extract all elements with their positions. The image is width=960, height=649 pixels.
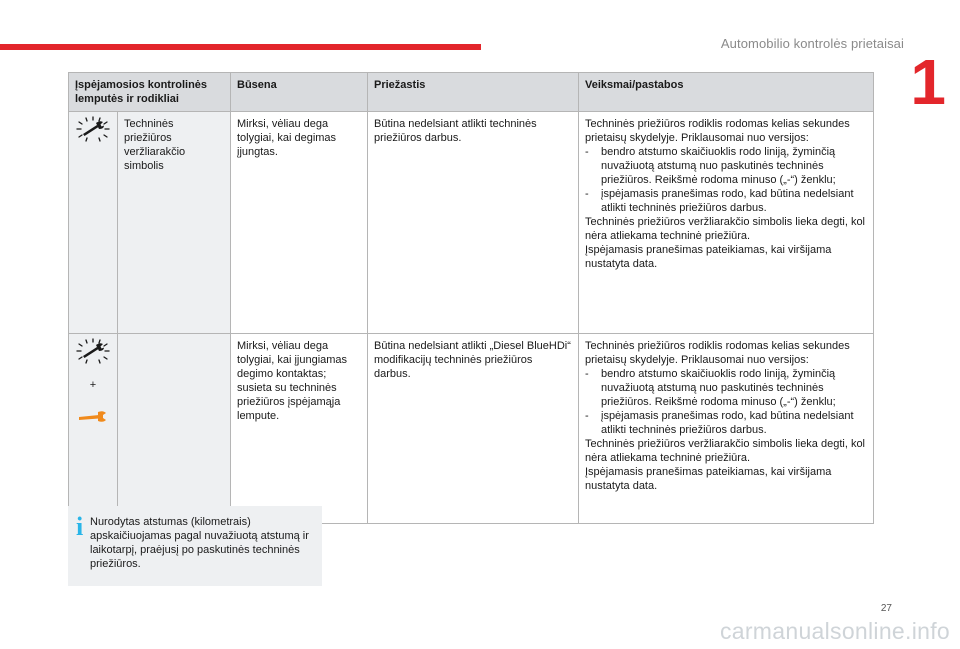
section-title: Automobilio kontrolės prietaisai bbox=[720, 36, 904, 51]
icon-cell bbox=[69, 334, 118, 524]
light-actions bbox=[579, 112, 874, 334]
header-lights: Įspėjamosios kontrolinės lemputės ir rodikliai bbox=[69, 73, 231, 112]
chapter-number: 1 bbox=[910, 46, 946, 118]
header-actions: Veiksmai/pastabos bbox=[579, 73, 874, 112]
actions-outro: Techninės priežiūros veržliarakčio simbolis lieka degti, kol nėra atliekama techninė priežiūra. bbox=[585, 438, 866, 464]
orange-wrench-icon bbox=[73, 402, 113, 430]
info-note bbox=[68, 506, 322, 586]
bullet-text: bendro atstumo skaičiuoklis rodo liniją, žyminčią nuvažiuotą atstumą nuo paskutinės techninės priežiūros. Reikšmė rodoma minuso („-“) ženklu; bbox=[601, 146, 836, 186]
info-icon: i bbox=[76, 512, 84, 541]
page-number: 27 bbox=[880, 603, 892, 614]
list-item: - įspėjamasis pranešimas rodo, kad būtina nedelsiant atlikti techninės priežiūros darbus. bbox=[585, 187, 867, 215]
actions-outro: Įspėjamasis pranešimas pateikiamas, kai viršijama nustatyta data. bbox=[585, 466, 832, 492]
footer-watermark: carmanualsonline.info bbox=[719, 618, 950, 644]
light-cause: Būtina nedelsiant atlikti „Diesel BlueHDi“ modifikacijų techninės priežiūros darbus. bbox=[368, 334, 579, 524]
light-name: Techninės priežiūros veržliarakčio simbolis bbox=[118, 112, 231, 334]
wrench-with-rays-icon bbox=[73, 338, 113, 366]
actions-intro: Techninės priežiūros rodiklis rodomas kelias sekundes prietaisų skydelyje. Priklausomai nuo versijos: bbox=[585, 118, 850, 144]
light-state: Mirksi, vėliau dega tolygiai, kai įjungiamas degimo kontaktas; susieta su techninės priežiūros įspėjamąja lempute. bbox=[231, 334, 368, 524]
actions-outro: Įspėjamasis pranešimas pateikiamas, kai viršijama nustatyta data. bbox=[585, 244, 832, 270]
light-state: Mirksi, vėliau dega tolygiai, kai degimas įjungtas. bbox=[231, 112, 368, 334]
list-item: - įspėjamasis pranešimas rodo, kad būtina nedelsiant atlikti techninės priežiūros darbus. bbox=[585, 409, 867, 437]
actions-intro: Techninės priežiūros rodiklis rodomas kelias sekundes prietaisų skydelyje. Priklausomai nuo versijos: bbox=[585, 340, 850, 366]
wrench-with-rays-icon bbox=[73, 116, 113, 144]
table-header-row bbox=[69, 73, 874, 112]
plus-sign: + bbox=[89, 379, 97, 391]
light-cause: Būtina nedelsiant atlikti techninės priežiūros darbus. bbox=[368, 112, 579, 334]
icon-cell bbox=[69, 112, 118, 334]
bullet-text: įspėjamasis pranešimas rodo, kad būtina nedelsiant atlikti techninės priežiūros darbus. bbox=[601, 410, 854, 436]
header-cause: Priežastis bbox=[368, 73, 579, 112]
header-accent-bar bbox=[0, 44, 481, 50]
note-text: Nurodytas atstumas (kilometrais) apskaičiuojamas pagal nuvažiuotą atstumą ir laikotarpį, praėjusį po paskutinės techninės priežiūros. bbox=[90, 516, 309, 570]
light-name bbox=[118, 334, 231, 524]
actions-outro: Techninės priežiūros veržliarakčio simbolis lieka degti, kol nėra atliekama techninė priežiūra. bbox=[585, 216, 866, 242]
table-row bbox=[69, 334, 874, 524]
table-row bbox=[69, 112, 874, 334]
bullet-text: bendro atstumo skaičiuoklis rodo liniją, žyminčią nuvažiuotą atstumą nuo paskutinės techninės priežiūros. Reikšmė rodoma minuso („-“) ženklu; bbox=[601, 368, 836, 408]
light-actions bbox=[579, 334, 874, 524]
list-item: - bendro atstumo skaičiuoklis rodo liniją, žyminčią nuvažiuotą atstumą nuo paskutinės techninės priežiūros. Reikšmė rodoma minuso („-“) ženklu; bbox=[585, 145, 867, 187]
header-state: Būsena bbox=[231, 73, 368, 112]
bullet-text: įspėjamasis pranešimas rodo, kad būtina nedelsiant atlikti techninės priežiūros darbus. bbox=[601, 188, 854, 214]
list-item: - bendro atstumo skaičiuoklis rodo liniją, žyminčią nuvažiuotą atstumą nuo paskutinės techninės priežiūros. Reikšmė rodoma minuso („-“) ženklu; bbox=[585, 367, 867, 409]
warning-lights-table bbox=[68, 72, 874, 524]
